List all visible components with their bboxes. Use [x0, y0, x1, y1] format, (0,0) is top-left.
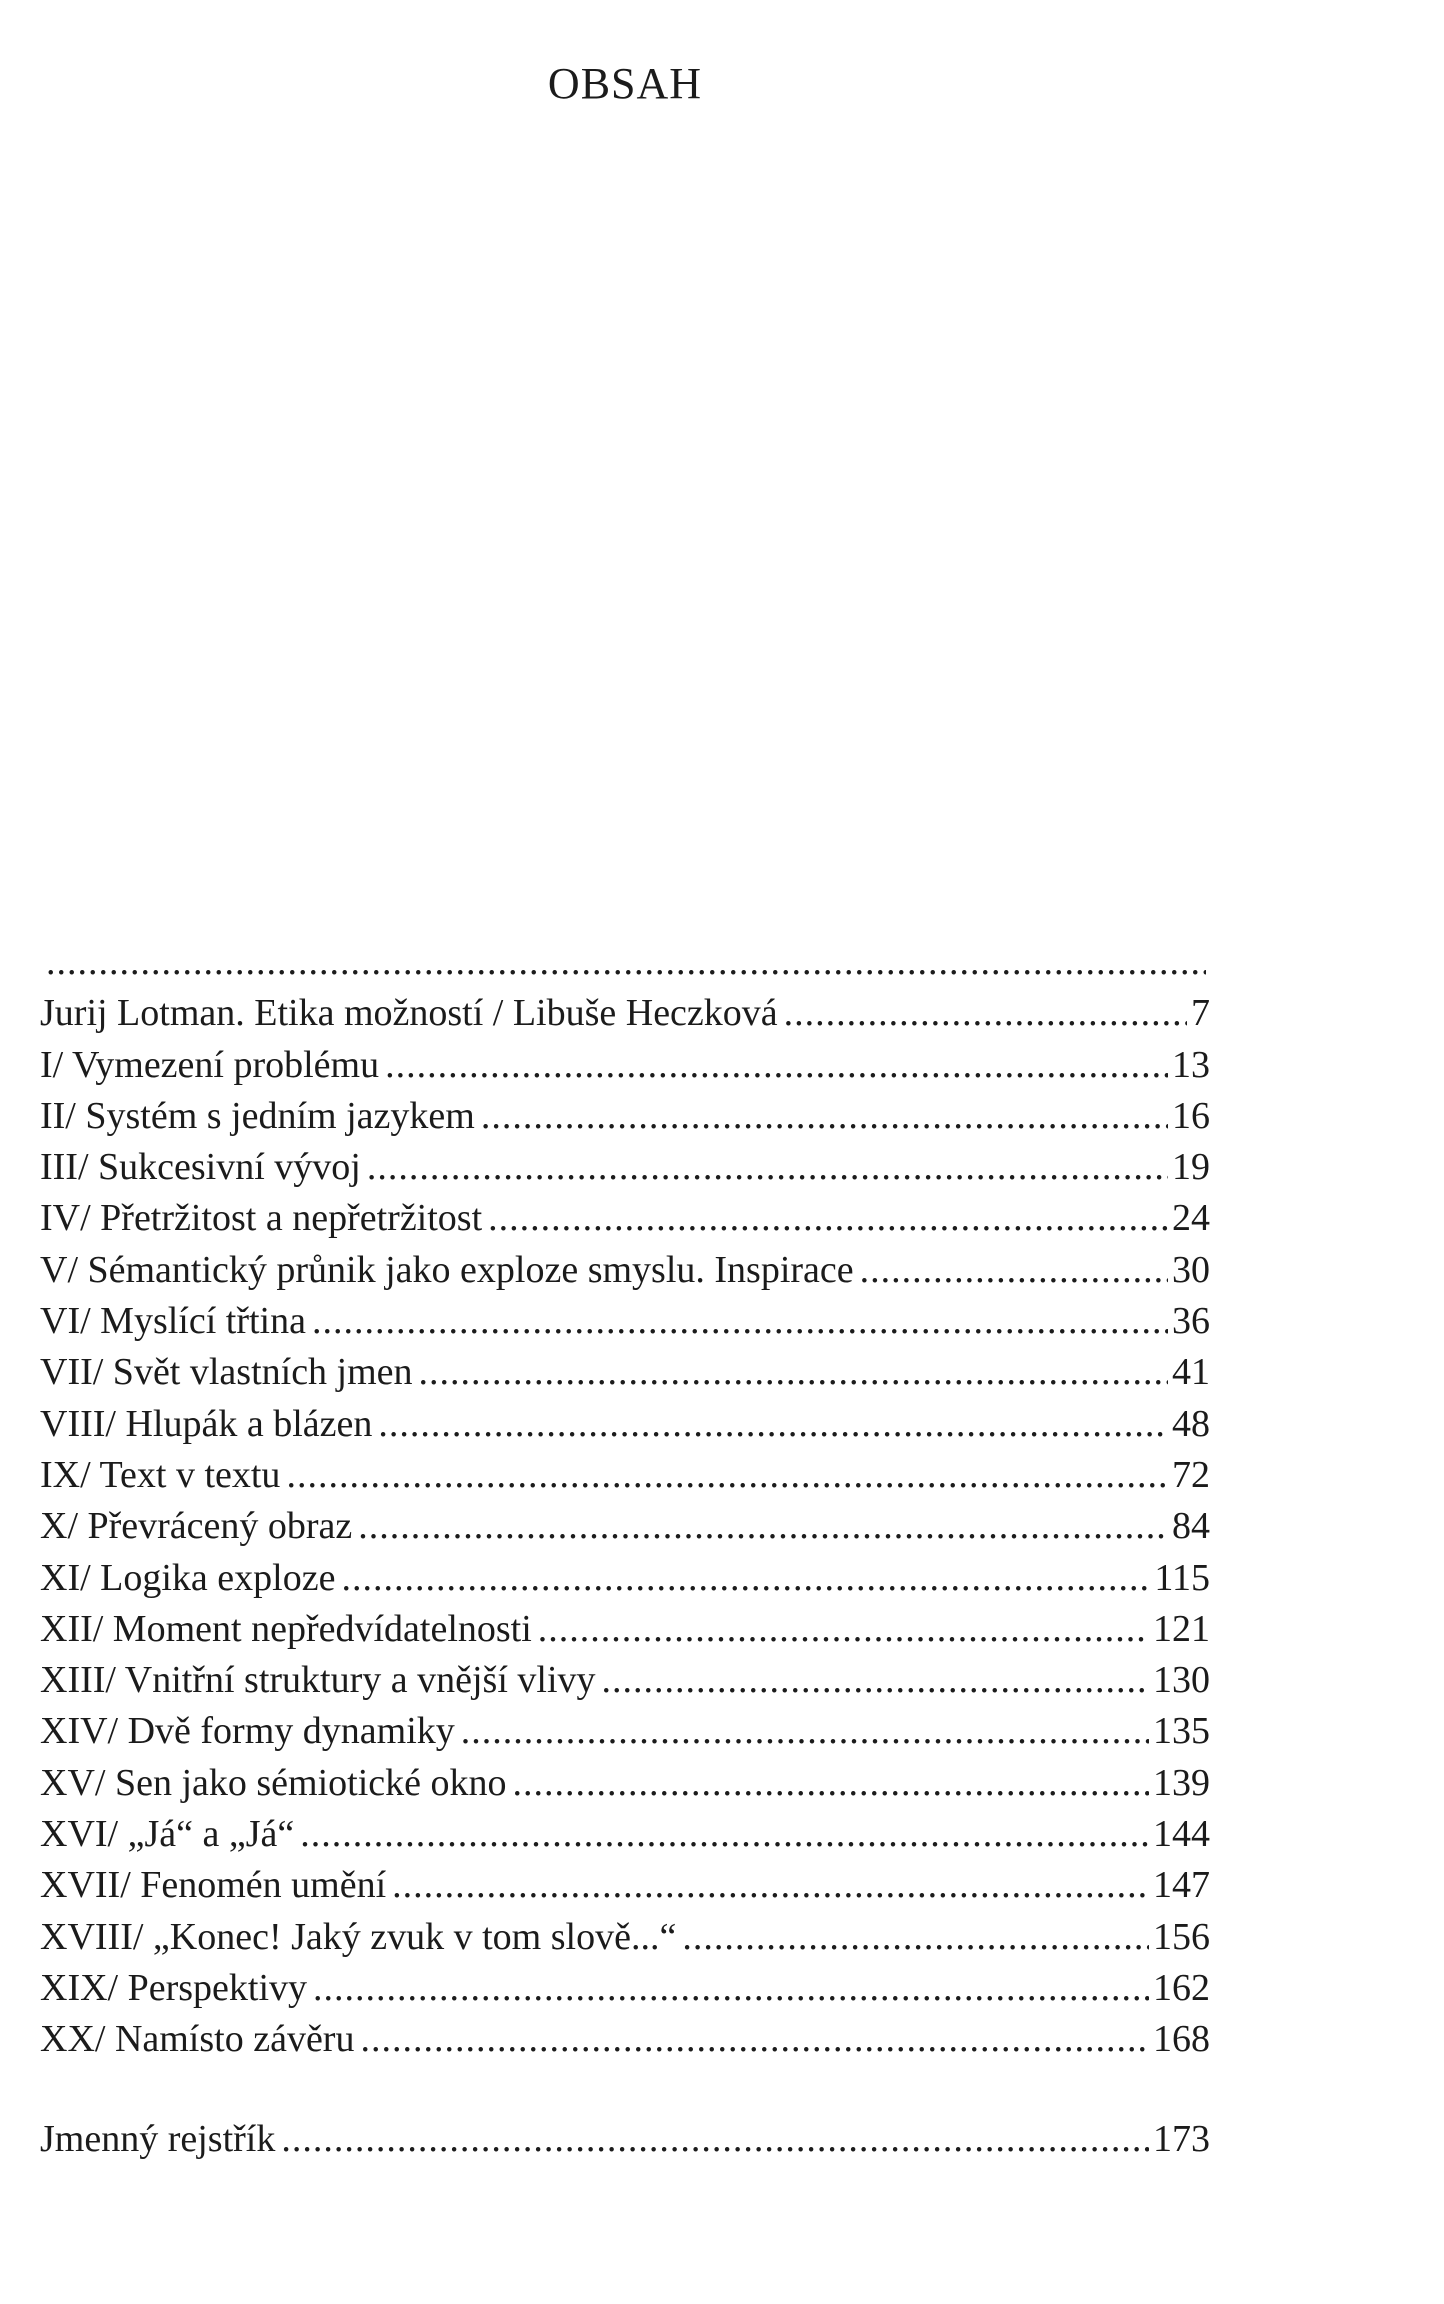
toc-entry: [40, 1245, 1210, 1296]
toc-entry-page: 41: [1172, 1351, 1210, 1394]
dot-leader: [461, 1706, 1149, 1757]
dot-leader: [860, 1245, 1168, 1296]
toc-entry-page: 144: [1153, 1813, 1210, 1856]
dot-leader: [281, 2114, 1149, 2165]
dot-leader: [358, 1501, 1168, 1552]
dot-leader: [488, 1193, 1168, 1244]
toc-entry-label: Jurij Lotman. Etika možností / Libuše Heczková: [40, 992, 778, 1035]
toc-entry: [40, 1142, 1210, 1193]
toc-entry: [40, 1860, 1210, 1911]
toc-entry-page: 16: [1172, 1094, 1210, 1137]
toc-entry-page: 162: [1153, 1966, 1210, 2009]
toc-entry-label: XI/ Logika exploze: [40, 1556, 336, 1599]
dot-leader: [313, 1963, 1149, 2014]
dot-leader: [341, 1553, 1150, 1604]
toc-entry: [40, 1450, 1210, 1501]
toc-entry-index: [40, 2114, 1210, 2165]
toc-entry-page: 84: [1172, 1505, 1210, 1548]
toc-entry-label: VI/ Myslící třtina: [40, 1300, 306, 1343]
dot-leader: [512, 1758, 1149, 1809]
dot-leader: [300, 1809, 1149, 1860]
dot-leader: [682, 1912, 1149, 1963]
toc-entry-label: IX/ Text v textu: [40, 1453, 281, 1496]
toc-entry-label: V/ Sémantický průnik jako exploze smyslu. Inspirace: [40, 1248, 854, 1291]
toc-entry-page: 24: [1172, 1197, 1210, 1240]
toc-entry-page: 139: [1153, 1761, 1210, 1804]
dot-leader: [602, 1655, 1149, 1706]
toc-entry-page: 48: [1172, 1402, 1210, 1445]
toc-entry-label: XII/ Moment nepředvídatelnosti: [40, 1607, 532, 1650]
toc-entry: [40, 2014, 1210, 2065]
toc-entry: [40, 1809, 1210, 1860]
toc-entry-label: XIV/ Dvě formy dynamiky: [40, 1710, 455, 1753]
page-title: OBSAH: [547, 59, 703, 108]
toc-entry-page: 130: [1153, 1659, 1210, 1702]
toc-entry: [40, 1296, 1210, 1347]
toc-entry: [40, 1501, 1210, 1552]
dot-leader: [46, 937, 1206, 988]
toc-entry: [40, 1963, 1210, 2014]
toc-entry: [40, 1706, 1210, 1757]
toc-entry-label: XVII/ Fenomén umění: [40, 1864, 387, 1907]
toc-entry: [40, 1040, 1210, 1091]
toc-entry-page: 30: [1172, 1248, 1210, 1291]
toc-entry-page: 13: [1172, 1043, 1210, 1086]
toc-entry-label: XIII/ Vnitřní struktury a vnější vlivy: [40, 1659, 596, 1702]
dot-leader: [392, 1860, 1149, 1911]
table-of-contents: [40, 937, 1210, 2165]
toc-entry-label: XIX/ Perspektivy: [40, 1966, 308, 2009]
toc-entry: [40, 1655, 1210, 1706]
dot-leader: [367, 1142, 1168, 1193]
toc-entry-label: XX/ Namísto závěru: [40, 2018, 355, 2061]
toc-entry-page: 115: [1154, 1556, 1210, 1599]
toc-entry: [40, 1091, 1210, 1142]
toc-entry-label: VII/ Svět vlastních jmen: [40, 1351, 413, 1394]
toc-entry-page: 19: [1172, 1146, 1210, 1189]
toc-entry-label: VIII/ Hlupák a blázen: [40, 1402, 373, 1445]
toc-entry-label: XVI/ „Já“ a „Já“: [40, 1813, 295, 1856]
toc-entry: [40, 1193, 1210, 1244]
toc-entry-label: I/ Vymezení problému: [40, 1043, 380, 1086]
toc-entry-page: 168: [1153, 2018, 1210, 2061]
toc-entry: [40, 1604, 1210, 1655]
toc-entry-page: 7: [1191, 992, 1210, 1035]
dot-leader: [385, 1040, 1168, 1091]
toc-entry-page: 156: [1153, 1915, 1210, 1958]
dot-leader: [286, 1450, 1168, 1501]
toc-entry-label: IV/ Přetržitost a nepřetržitost: [40, 1197, 483, 1240]
toc-entry-label: XV/ Sen jako sémiotické okno: [40, 1761, 507, 1804]
dot-leader: [312, 1296, 1168, 1347]
toc-entry-label: XVIII/ „Konec! Jaký zvuk v tom slově...“: [40, 1915, 677, 1958]
toc-entry-label: III/ Sukcesivní vývoj: [40, 1146, 361, 1189]
toc-entry: [40, 1758, 1210, 1809]
dot-leader: [419, 1347, 1168, 1398]
toc-entry-leader-only: [40, 937, 1210, 988]
toc-entry: [40, 1912, 1210, 1963]
toc-entry: [40, 1399, 1210, 1450]
toc-entry-page: 147: [1153, 1864, 1210, 1907]
toc-entry: [40, 1347, 1210, 1398]
toc-entry-page: 36: [1172, 1300, 1210, 1343]
dot-leader: [784, 988, 1187, 1039]
toc-entry-page: 121: [1153, 1607, 1210, 1650]
toc-entry: [40, 988, 1210, 1039]
toc-entry-page: 173: [1153, 2117, 1210, 2160]
toc-entry-page: 72: [1172, 1453, 1210, 1496]
toc-entry: [40, 1553, 1210, 1604]
toc-entry-page: 135: [1153, 1710, 1210, 1753]
dot-leader: [538, 1604, 1149, 1655]
toc-entry-label: X/ Převrácený obraz: [40, 1505, 353, 1548]
dot-leader: [360, 2014, 1149, 2065]
toc-entry-label: II/ Systém s jedním jazykem: [40, 1094, 475, 1137]
dot-leader: [378, 1399, 1168, 1450]
toc-entry-label: Jmenný rejstřík: [40, 2117, 276, 2160]
dot-leader: [481, 1091, 1168, 1142]
